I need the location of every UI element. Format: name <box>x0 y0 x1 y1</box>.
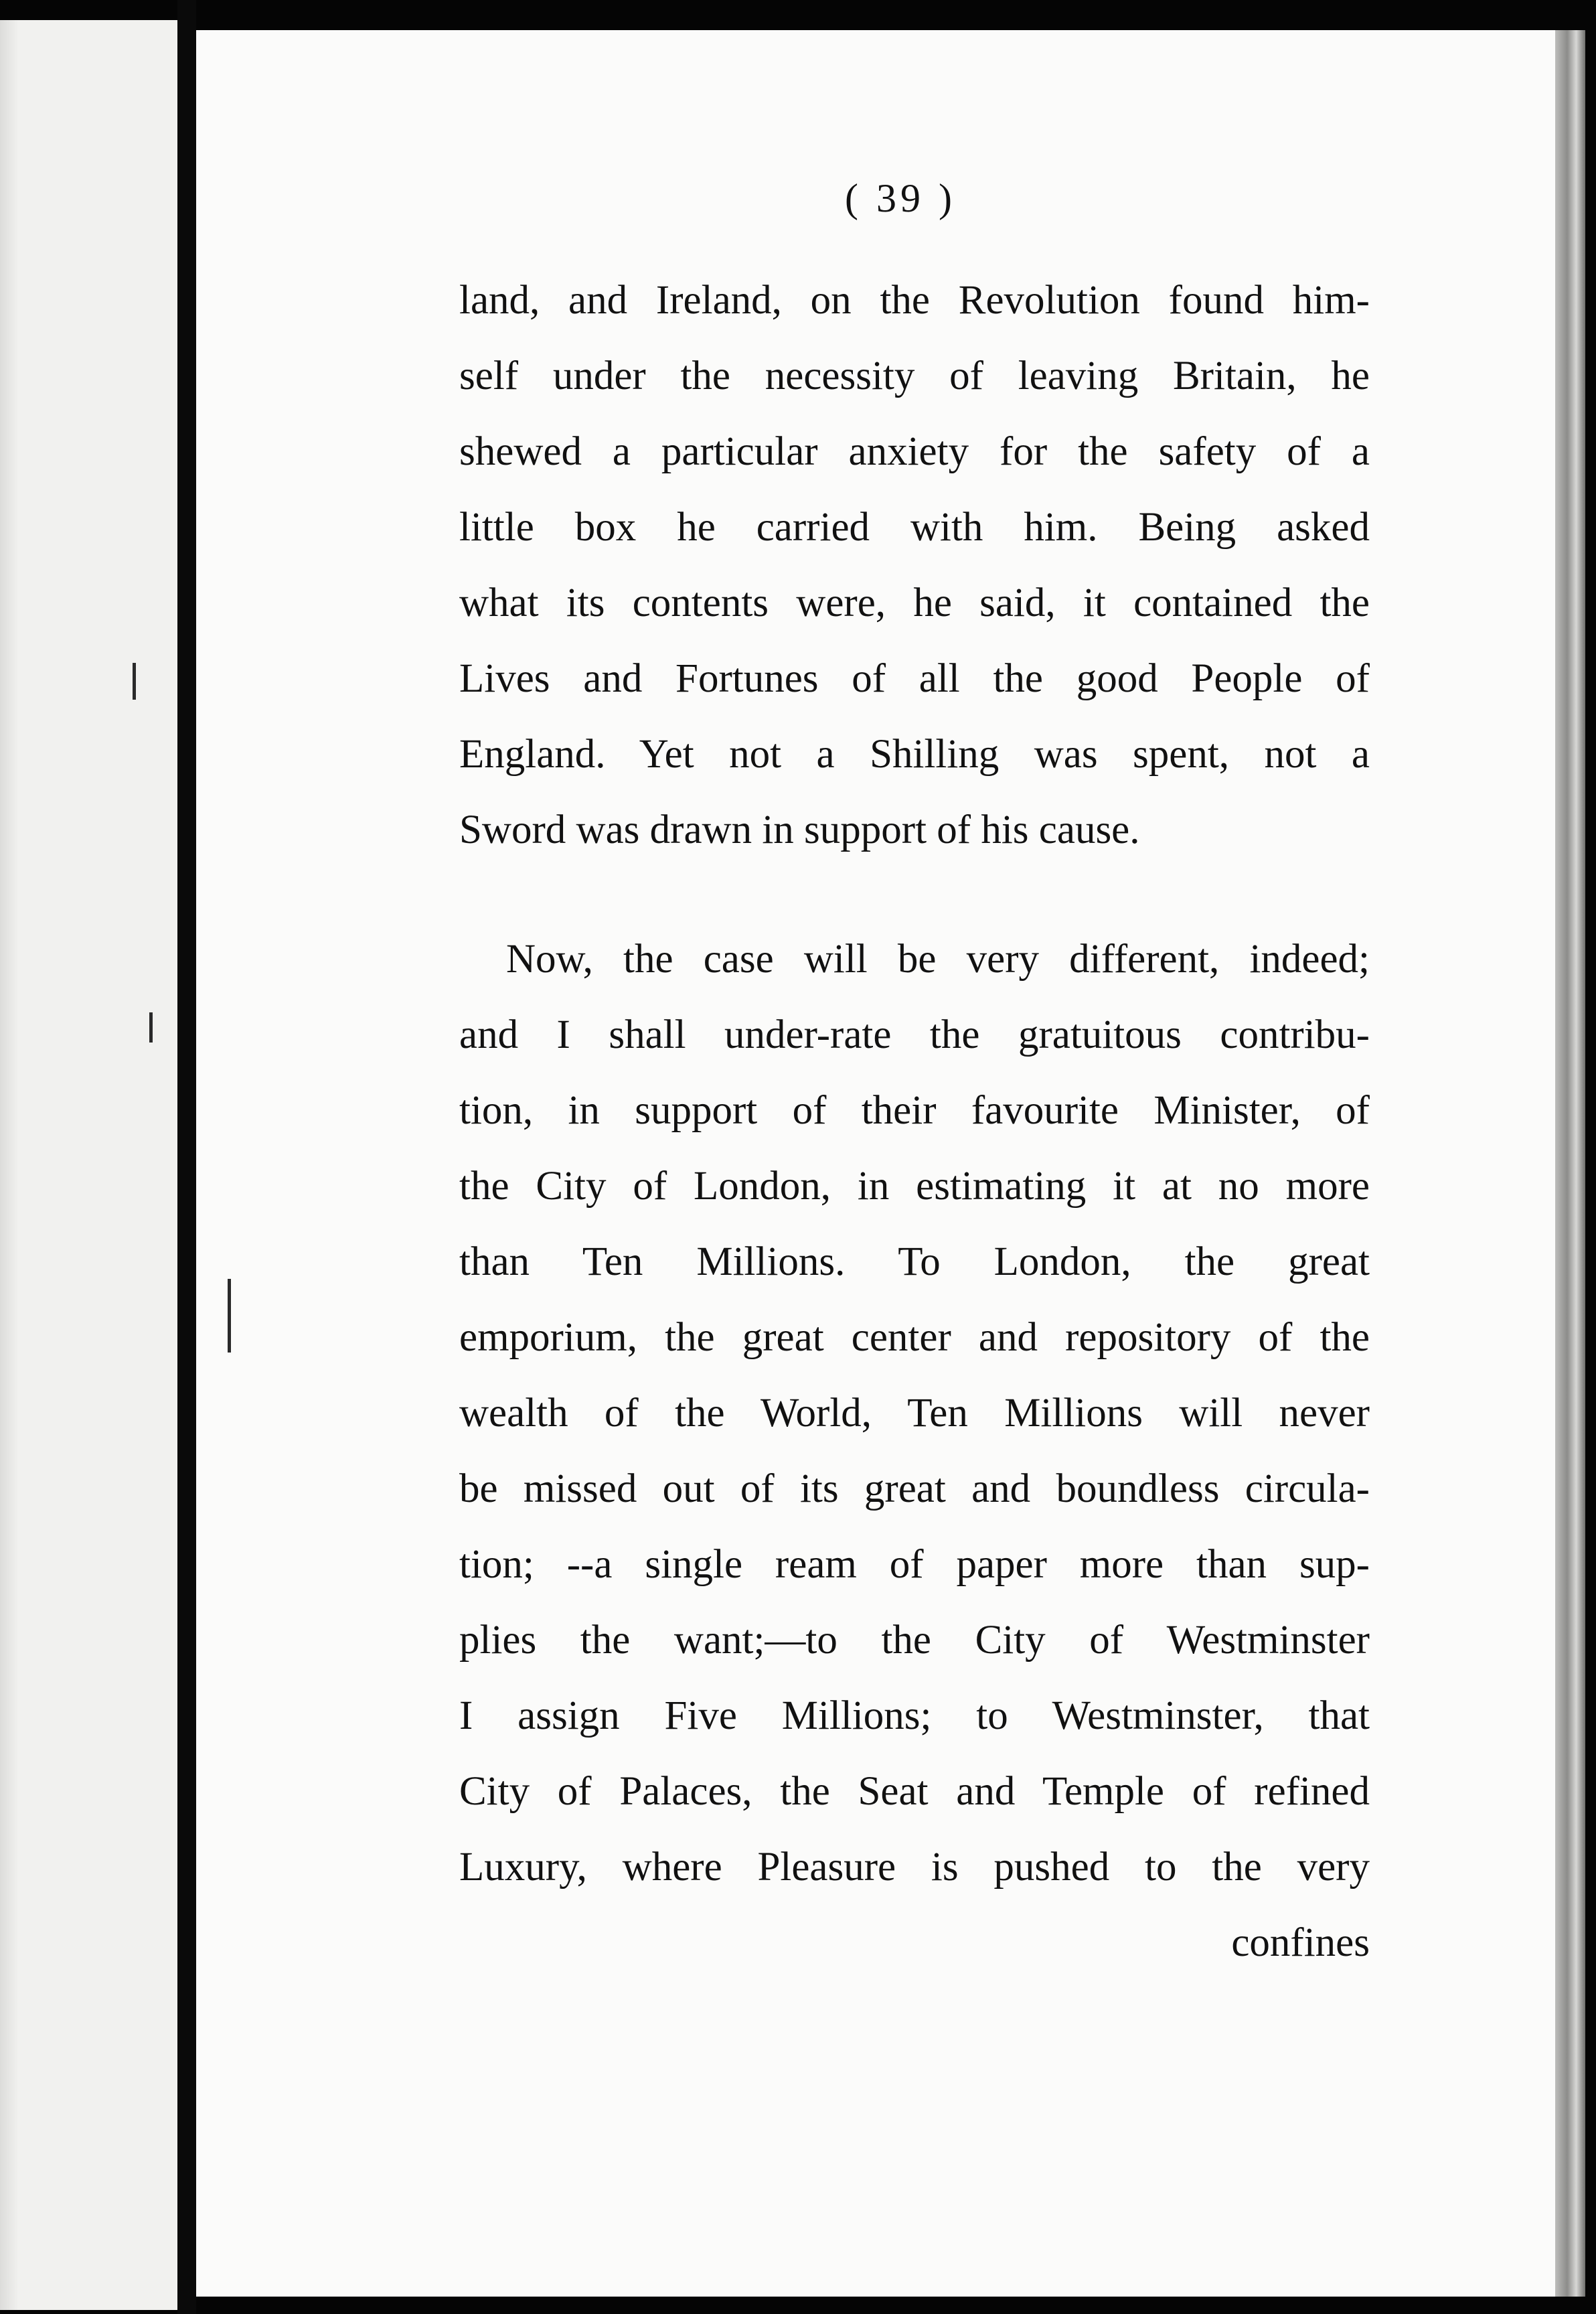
book-spine-gutter <box>177 0 196 2314</box>
paragraph <box>459 262 1370 868</box>
paragraph <box>459 921 1370 1905</box>
text-line: plies the want;—to the City of Westminster <box>459 1618 1370 1663</box>
text-line: and I shall under-rate the gratuitous contribu- <box>459 1012 1370 1057</box>
page-number: ( 39 ) <box>845 176 956 220</box>
text-line: little box he carried with him. Being asked <box>459 505 1370 550</box>
text-line: than Ten Millions. To London, the great <box>459 1239 1370 1284</box>
left-page-edge <box>0 20 19 2310</box>
text-line: wealth of the World, Ten Millions will never <box>459 1391 1370 1436</box>
page-text <box>459 262 1370 1981</box>
margin-mark <box>133 663 136 700</box>
text-line: Luxury, where Pleasure is pushed to the very <box>459 1845 1370 1889</box>
margin-mark <box>228 1279 231 1353</box>
text-line: Now, the case will be very different, indeed; <box>506 937 1370 982</box>
text-line: I assign Five Millions; to Westminster, that <box>459 1693 1370 1738</box>
text-line: tion; --a single ream of paper more than sup- <box>459 1542 1370 1587</box>
text-line: emporium, the great center and repository of the <box>459 1315 1370 1360</box>
text-line: Sword was drawn in support of his cause. <box>459 807 1140 852</box>
text-line: shewed a particular anxiety for the safety of a <box>459 429 1370 474</box>
text-line: City of Palaces, the Seat and Temple of refined <box>459 1769 1370 1814</box>
text-line: the City of London, in estimating it at no more <box>459 1164 1370 1209</box>
text-line: tion, in support of their favourite Minister, of <box>459 1088 1370 1133</box>
margin-mark <box>149 1012 153 1043</box>
text-line: what its contents were, he said, it contained the <box>459 581 1370 625</box>
text-line: be missed out of its great and boundless circula- <box>459 1466 1370 1511</box>
left-page <box>0 20 177 2310</box>
paragraph-gap <box>459 868 1370 921</box>
right-page-edge <box>1555 30 1585 2297</box>
text-line: England. Yet not a Shilling was spent, not a <box>459 732 1370 777</box>
catchword: confines <box>1231 1920 1370 1965</box>
text-line: self under the necessity of leaving Britain, he <box>459 354 1370 398</box>
text-line: land, and Ireland, on the Revolution found him- <box>459 278 1370 323</box>
text-line: Lives and Fortunes of all the good People of <box>459 656 1370 701</box>
